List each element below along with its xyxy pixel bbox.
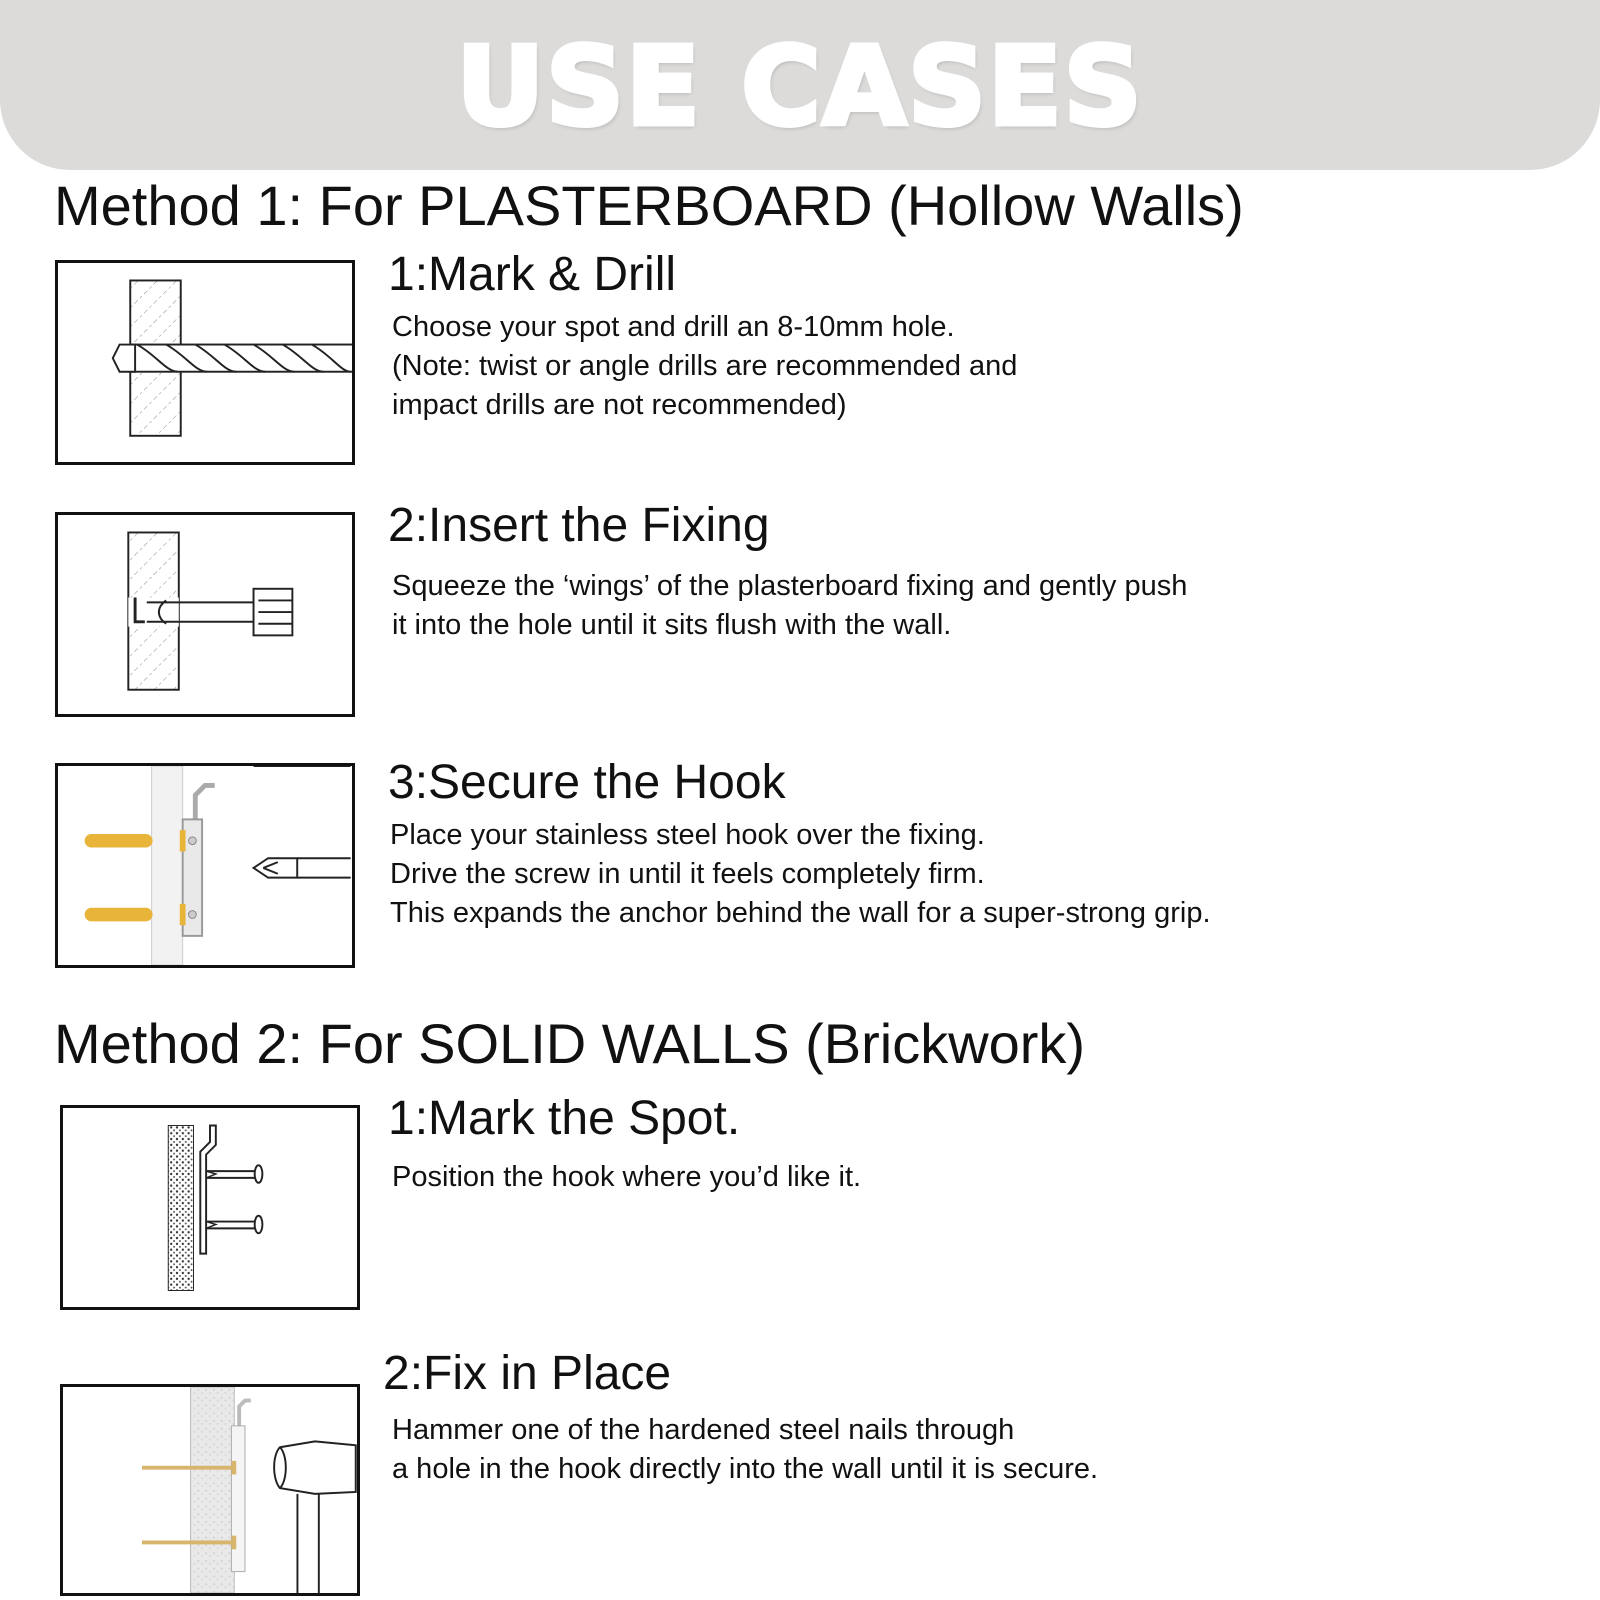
hammer-nails-icon [60,1384,360,1596]
step-title-mark-drill: 1:Mark & Drill [388,248,677,301]
step-text-secure-hook [390,816,1211,933]
header-banner [0,0,1600,170]
step-line: Squeeze the ‘wings’ of the plasterboard fixing and gently push [392,570,1188,602]
drill-through-wall-icon [55,260,355,465]
step-line: This expands the anchor behind the wall for a super-strong grip. [390,897,1211,929]
method-2-title: Method 2: For SOLID WALLS (Brickwork) [54,1012,1086,1075]
step-title-mark-spot: 1:Mark the Spot. [388,1092,741,1145]
step-line: Place your stainless steel hook over the fixing. [390,819,985,851]
step-line: it into the hole until it sits flush with the wall. [392,609,952,641]
step-text-insert-fixing [392,567,1187,645]
step-title-insert-fixing: 2:Insert the Fixing [388,499,770,552]
step-line: a hole in the hook directly into the wall until it is secure. [392,1453,1099,1485]
step-line: Hammer one of the hardened steel nails through [392,1414,1015,1446]
step-line: Drive the screw in until it feels completely firm. [390,858,985,890]
step-text-mark-drill [392,308,1017,425]
step-text-mark-spot [392,1158,861,1197]
step-line: Choose your spot and drill an 8-10mm hole. [392,311,955,343]
step-text-fix-in-place [392,1411,1098,1489]
step-line: Position the hook where you’d like it. [392,1161,862,1193]
method-1-title: Method 1: For PLASTERBOARD (Hollow Walls) [54,174,1244,237]
plasterboard-fixing-icon [55,512,355,717]
step-line: (Note: twist or angle drills are recommended and [392,350,1018,382]
step-title-fix-in-place: 2:Fix in Place [383,1347,672,1400]
step-line: impact drills are not recommended) [392,389,847,421]
step-title-secure-hook: 3:Secure the Hook [388,756,786,809]
hook-on-brick-icon [60,1105,360,1310]
banner-title: USE CASES [456,25,1144,150]
screwdriver-hook-icon [55,763,355,968]
